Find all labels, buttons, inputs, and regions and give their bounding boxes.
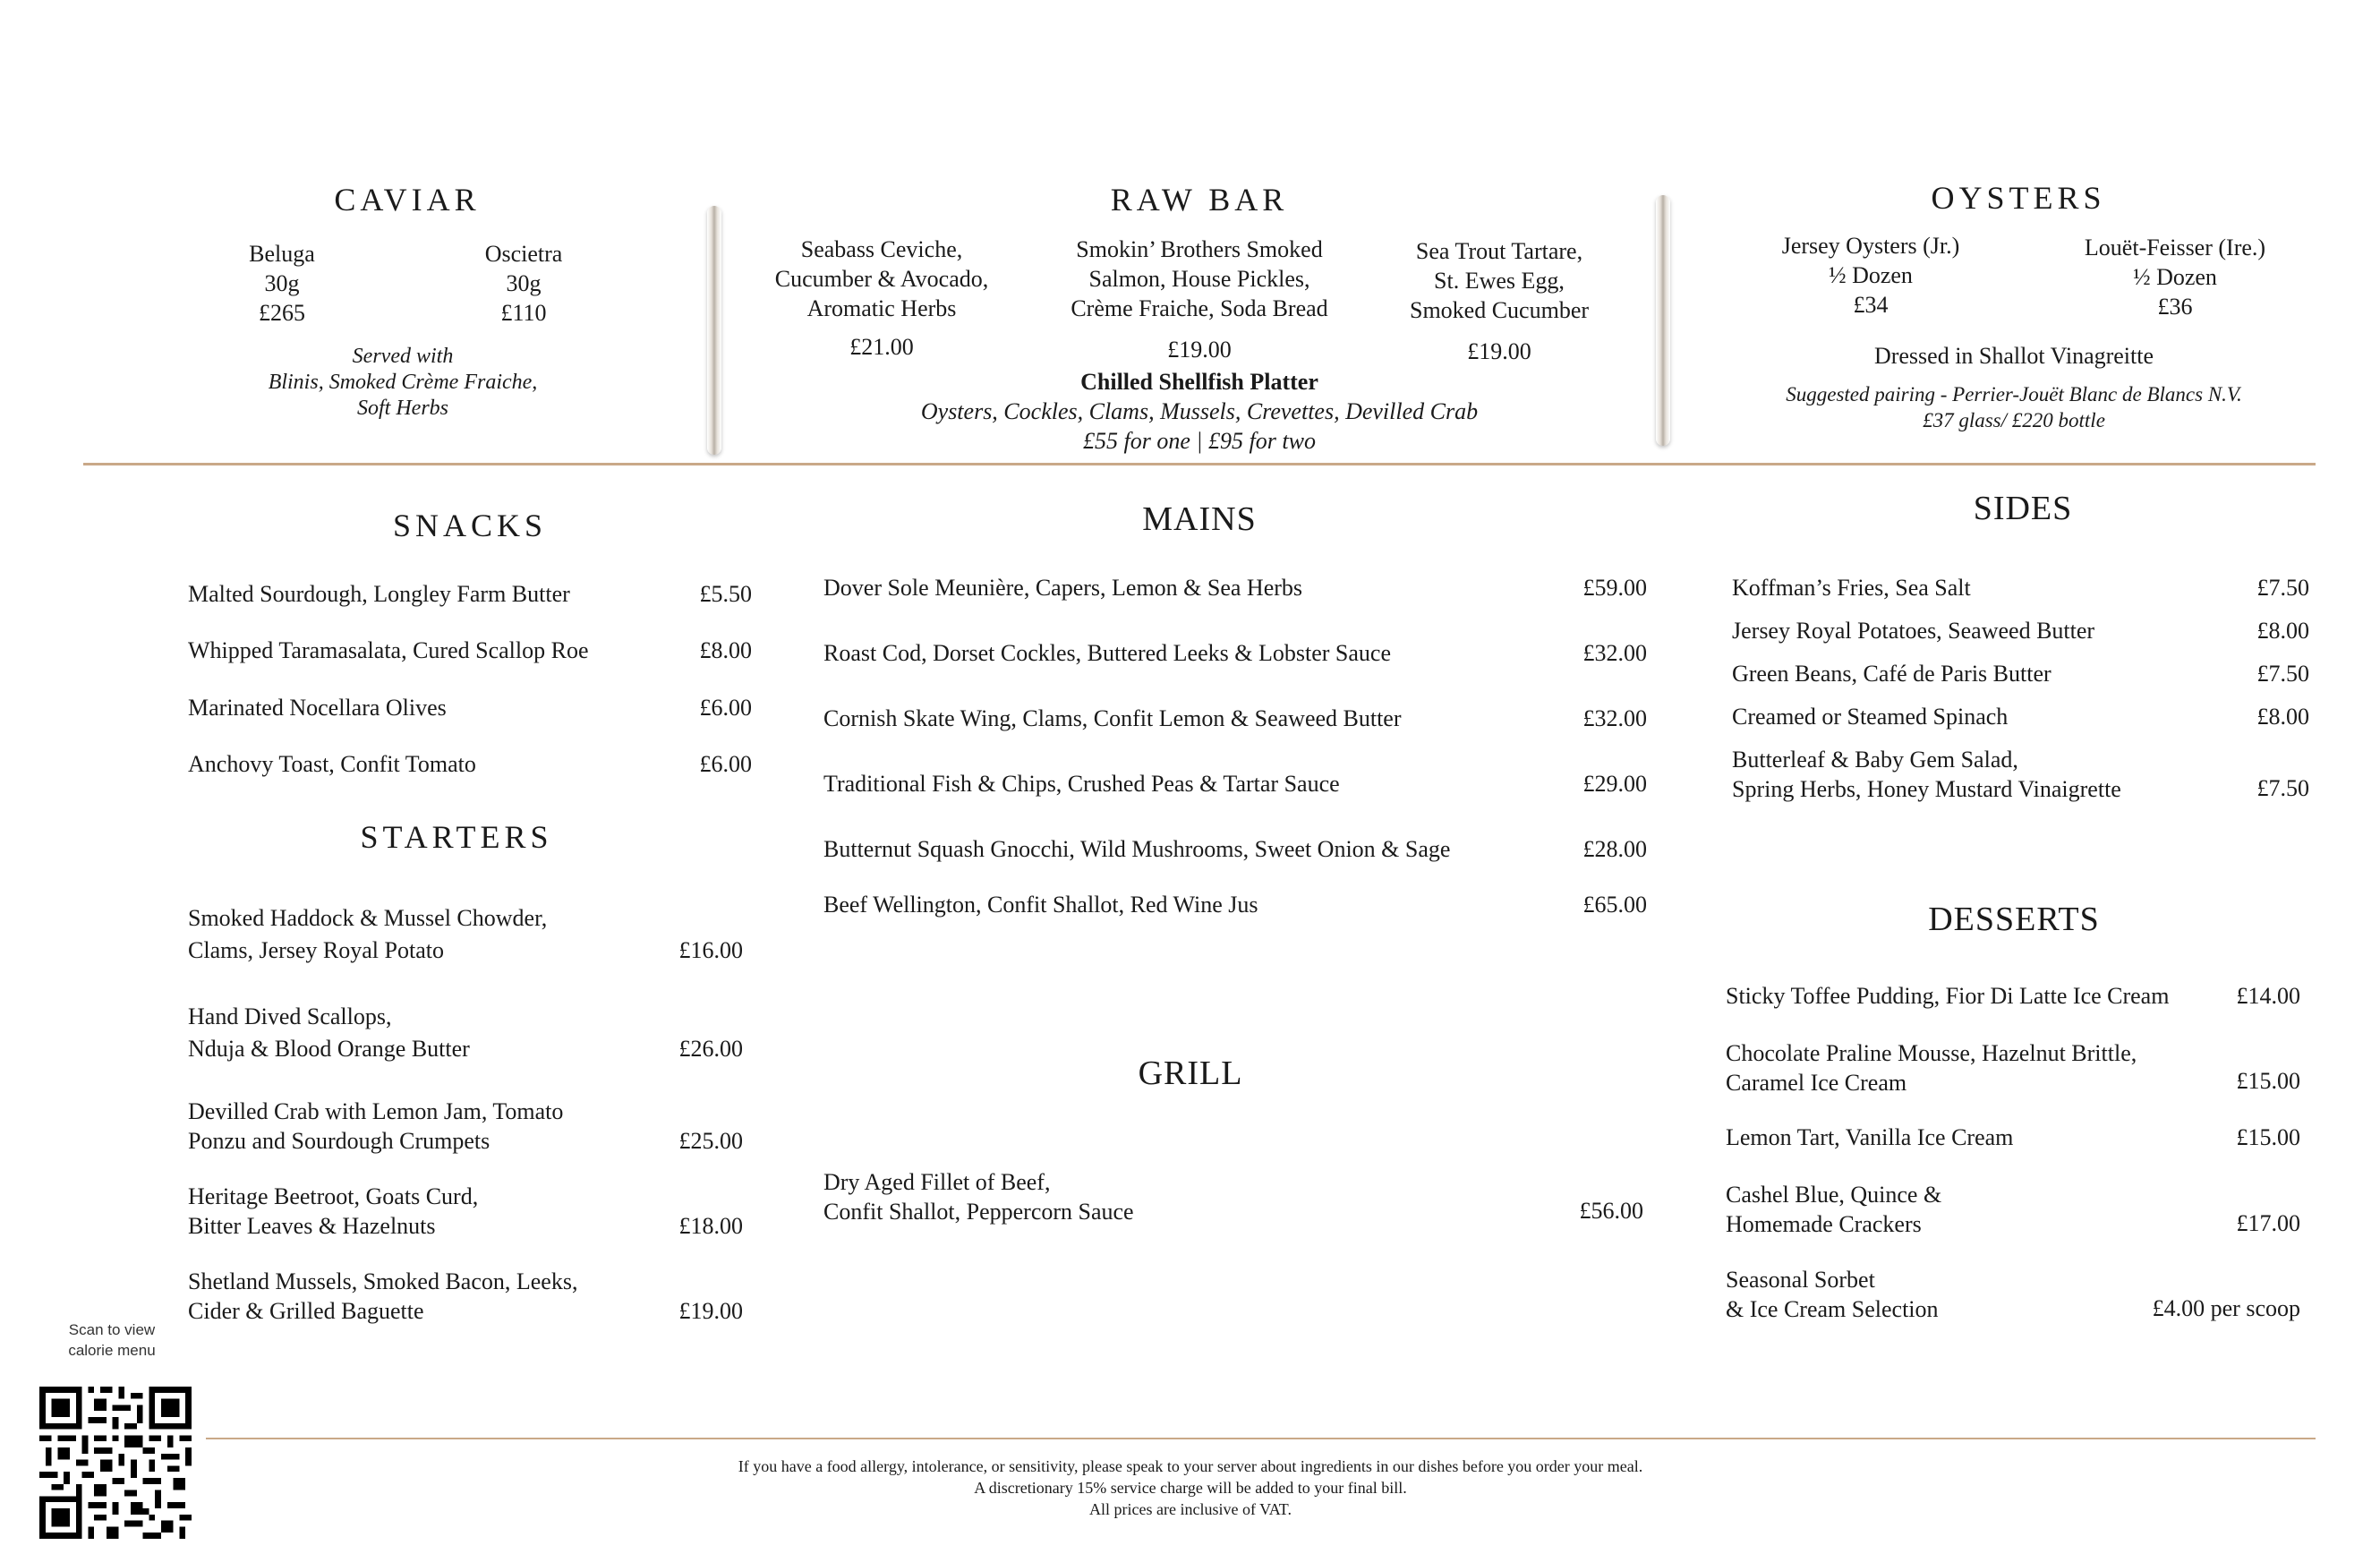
menu-item-name: Dover Sole Meunière, Capers, Lemon & Sea Herbs [823, 575, 1303, 601]
caviar-item-beluga [215, 239, 349, 328]
menu-item-price: £8.00 [2256, 704, 2309, 730]
menu-item-price: £32.00 [1582, 640, 1647, 666]
menu-item-name: Cashel Blue, Quince & Homemade Crackers [1726, 1182, 1942, 1237]
menu-item-price: £7.50 [2256, 575, 2309, 601]
menu-item-name: Marinated Nocellara Olives [188, 695, 447, 721]
item-weight: 30g [264, 270, 300, 296]
menu-item-name: Whipped Taramasalata, Cured Scallop Roe [188, 637, 589, 663]
item-weight: 30g [506, 270, 542, 296]
service-charge-notice: A discretionary 15% service charge will be added to your final bill. [974, 1479, 1407, 1497]
sides-heading: SIDES [1973, 490, 2073, 527]
menu-item-price: £15.00 [2236, 1068, 2300, 1094]
menu-item-name: Creamed or Steamed Spinach [1732, 704, 2009, 730]
caviar-heading: CAVIAR [334, 182, 481, 218]
menu-item-name: Anchovy Toast, Confit Tomato [188, 751, 476, 777]
menu-item-price: £28.00 [1582, 836, 1647, 862]
menu-item-name: Traditional Fish & Chips, Crushed Peas & Tartar Sauce [823, 771, 1340, 797]
divider-pillar-left [707, 206, 721, 455]
menu-item-price: £6.00 [699, 751, 752, 777]
item-price: £19.00 [1167, 337, 1232, 363]
menu-item-price: £18.00 [678, 1213, 743, 1239]
menu-item-name: Devilled Crab with Lemon Jam, Tomato Ponzu and Sourdough Crumpets [188, 1098, 564, 1154]
shellfish-platter [859, 367, 1540, 456]
oyster-pairing: Suggested pairing - Perrier-Jouët Blanc de Blancs N.V. £37 glass/ £220 bottle [1786, 383, 2242, 431]
item-price: £265 [259, 300, 305, 326]
item-name: Oscietra [484, 241, 563, 267]
menu-item-name: Butternut Squash Gnocchi, Wild Mushrooms, Sweet Onion & Sage [823, 836, 1451, 862]
menu-item-price: £32.00 [1582, 705, 1647, 731]
menu-item-price: £29.00 [1582, 771, 1647, 797]
caviar-note: Served with Blinis, Smoked Crème Fraiche, Soft Herbs [268, 345, 538, 420]
top-divider-rule [83, 463, 2316, 465]
menu-item-price: £7.50 [2256, 775, 2309, 801]
qr-code-icon[interactable] [39, 1387, 192, 1539]
menu-item-name: Heritage Beetroot, Goats Curd, Bitter Leaves & Hazelnuts [188, 1183, 479, 1239]
menu-item-name: Koffman’s Fries, Sea Salt [1732, 575, 1971, 601]
menu-item-price: £14.00 [2236, 983, 2300, 1009]
snacks-heading: SNACKS [392, 508, 548, 543]
divider-pillar-right [1656, 195, 1670, 446]
caviar-item-oscietra [456, 239, 591, 328]
raw-bar-item-salmon: Smokin’ Brothers Smoked Salmon, House Pickles, Crème Fraiche, Soda Bread £19.00 [1047, 235, 1352, 364]
menu-item-price: £17.00 [2236, 1210, 2300, 1236]
menu-item-name: Smoked Haddock & Mussel Chowder, Clams, Jersey Royal Potato [188, 905, 548, 963]
footer-notice [519, 1456, 1862, 1520]
menu-item-name: Roast Cod, Dorset Cockles, Buttered Leeks & Lobster Sauce [823, 640, 1391, 666]
menu-item-price: £56.00 [1579, 1198, 1643, 1224]
menu-item-price: £7.50 [2256, 661, 2309, 687]
oysters-heading: OYSTERS [1931, 180, 2106, 216]
menu-item-price: £26.00 [678, 1036, 743, 1062]
menu-item-name: Malted Sourdough, Longley Farm Butter [188, 581, 570, 607]
menu-item-name: Cornish Skate Wing, Clams, Confit Lemon & Seaweed Butter [823, 705, 1402, 731]
grill-heading: GRILL [1138, 1054, 1243, 1092]
oyster-item-louet-feisser: Louët-Feisser (Ire.) ½ Dozen £36 [2084, 235, 2266, 320]
allergy-notice: If you have a food allergy, intolerance, or sensitivity, please speak to your server about ingredients in our dishes before you order your meal. [738, 1457, 1643, 1475]
menu-item-price: £16.00 [678, 937, 743, 963]
raw-bar-heading: RAW BAR [1110, 182, 1289, 218]
menu-item-price: £25.00 [678, 1128, 743, 1154]
menu-item-price: £6.00 [699, 695, 752, 721]
mains-heading: MAINS [1142, 500, 1257, 538]
menu-item-price: £5.50 [699, 581, 752, 607]
menu-item-price: £19.00 [678, 1298, 743, 1324]
menu-item-price: £65.00 [1582, 892, 1647, 918]
platter-desc: Oysters, Cockles, Clams, Mussels, Crevettes, Devilled Crab [920, 398, 1479, 424]
menu-item-name: Sticky Toffee Pudding, Fior Di Latte Ice Cream [1726, 983, 2170, 1009]
menu-item-name: Beef Wellington, Confit Shallot, Red Wine Jus [823, 892, 1258, 918]
platter-name: Chilled Shellfish Platter [1080, 369, 1318, 395]
item-price: £19.00 [1467, 338, 1531, 364]
menu-item-price: £8.00 [2256, 618, 2309, 644]
menu-item-name: Jersey Royal Potatoes, Seaweed Butter [1732, 618, 2095, 644]
oyster-item-jersey: Jersey Oysters (Jr.) ½ Dozen £34 [1781, 233, 1960, 318]
platter-price: £55 for one | £95 for two [1083, 428, 1316, 454]
raw-bar-item-ceviche: Seabass Ceviche, Cucumber & Avocado, Aromatic Herbs £21.00 [752, 235, 1011, 362]
menu-item-name: Butterleaf & Baby Gem Salad, Spring Herbs, Honey Mustard Vinaigrette [1732, 747, 2121, 802]
oyster-dressing: Dressed in Shallot Vinagreitte [1873, 343, 2154, 369]
menu-item-name: Shetland Mussels, Smoked Bacon, Leeks, Cider & Grilled Baguette [188, 1268, 578, 1324]
menu-item-name: Dry Aged Fillet of Beef, Confit Shallot, Peppercorn Sauce [823, 1169, 1134, 1225]
bottom-divider-rule [206, 1438, 2316, 1439]
menu-item-name: Green Beans, Café de Paris Butter [1732, 661, 2052, 687]
starters-heading: STARTERS [360, 819, 553, 855]
menu-item-name: Seasonal Sorbet & Ice Cream Selection [1726, 1267, 1939, 1322]
item-price: £110 [500, 300, 547, 326]
menu-item-price: £4.00 per scoop [2152, 1295, 2300, 1321]
qr-caption: Scan to view calorie menu [68, 1321, 156, 1359]
item-price: £21.00 [849, 334, 914, 360]
vat-notice: All prices are inclusive of VAT. [1089, 1500, 1292, 1518]
menu-item-price: £8.00 [699, 637, 752, 663]
desserts-heading: DESSERTS [1928, 901, 2100, 938]
item-name: Beluga [249, 241, 315, 267]
menu-item-price: £59.00 [1582, 575, 1647, 601]
menu-item-name: Chocolate Praline Mousse, Hazelnut Brittle, Caramel Ice Cream [1726, 1040, 2137, 1096]
menu-item-name: Lemon Tart, Vanilla Ice Cream [1726, 1124, 2014, 1150]
menu-item-name: Hand Dived Scallops, Nduja & Blood Orange Butter [188, 1003, 470, 1062]
raw-bar-item-tartare: Sea Trout Tartare, St. Ewes Egg, Smoked Cucumber £19.00 [1378, 236, 1620, 366]
menu-item-price: £15.00 [2236, 1124, 2300, 1150]
